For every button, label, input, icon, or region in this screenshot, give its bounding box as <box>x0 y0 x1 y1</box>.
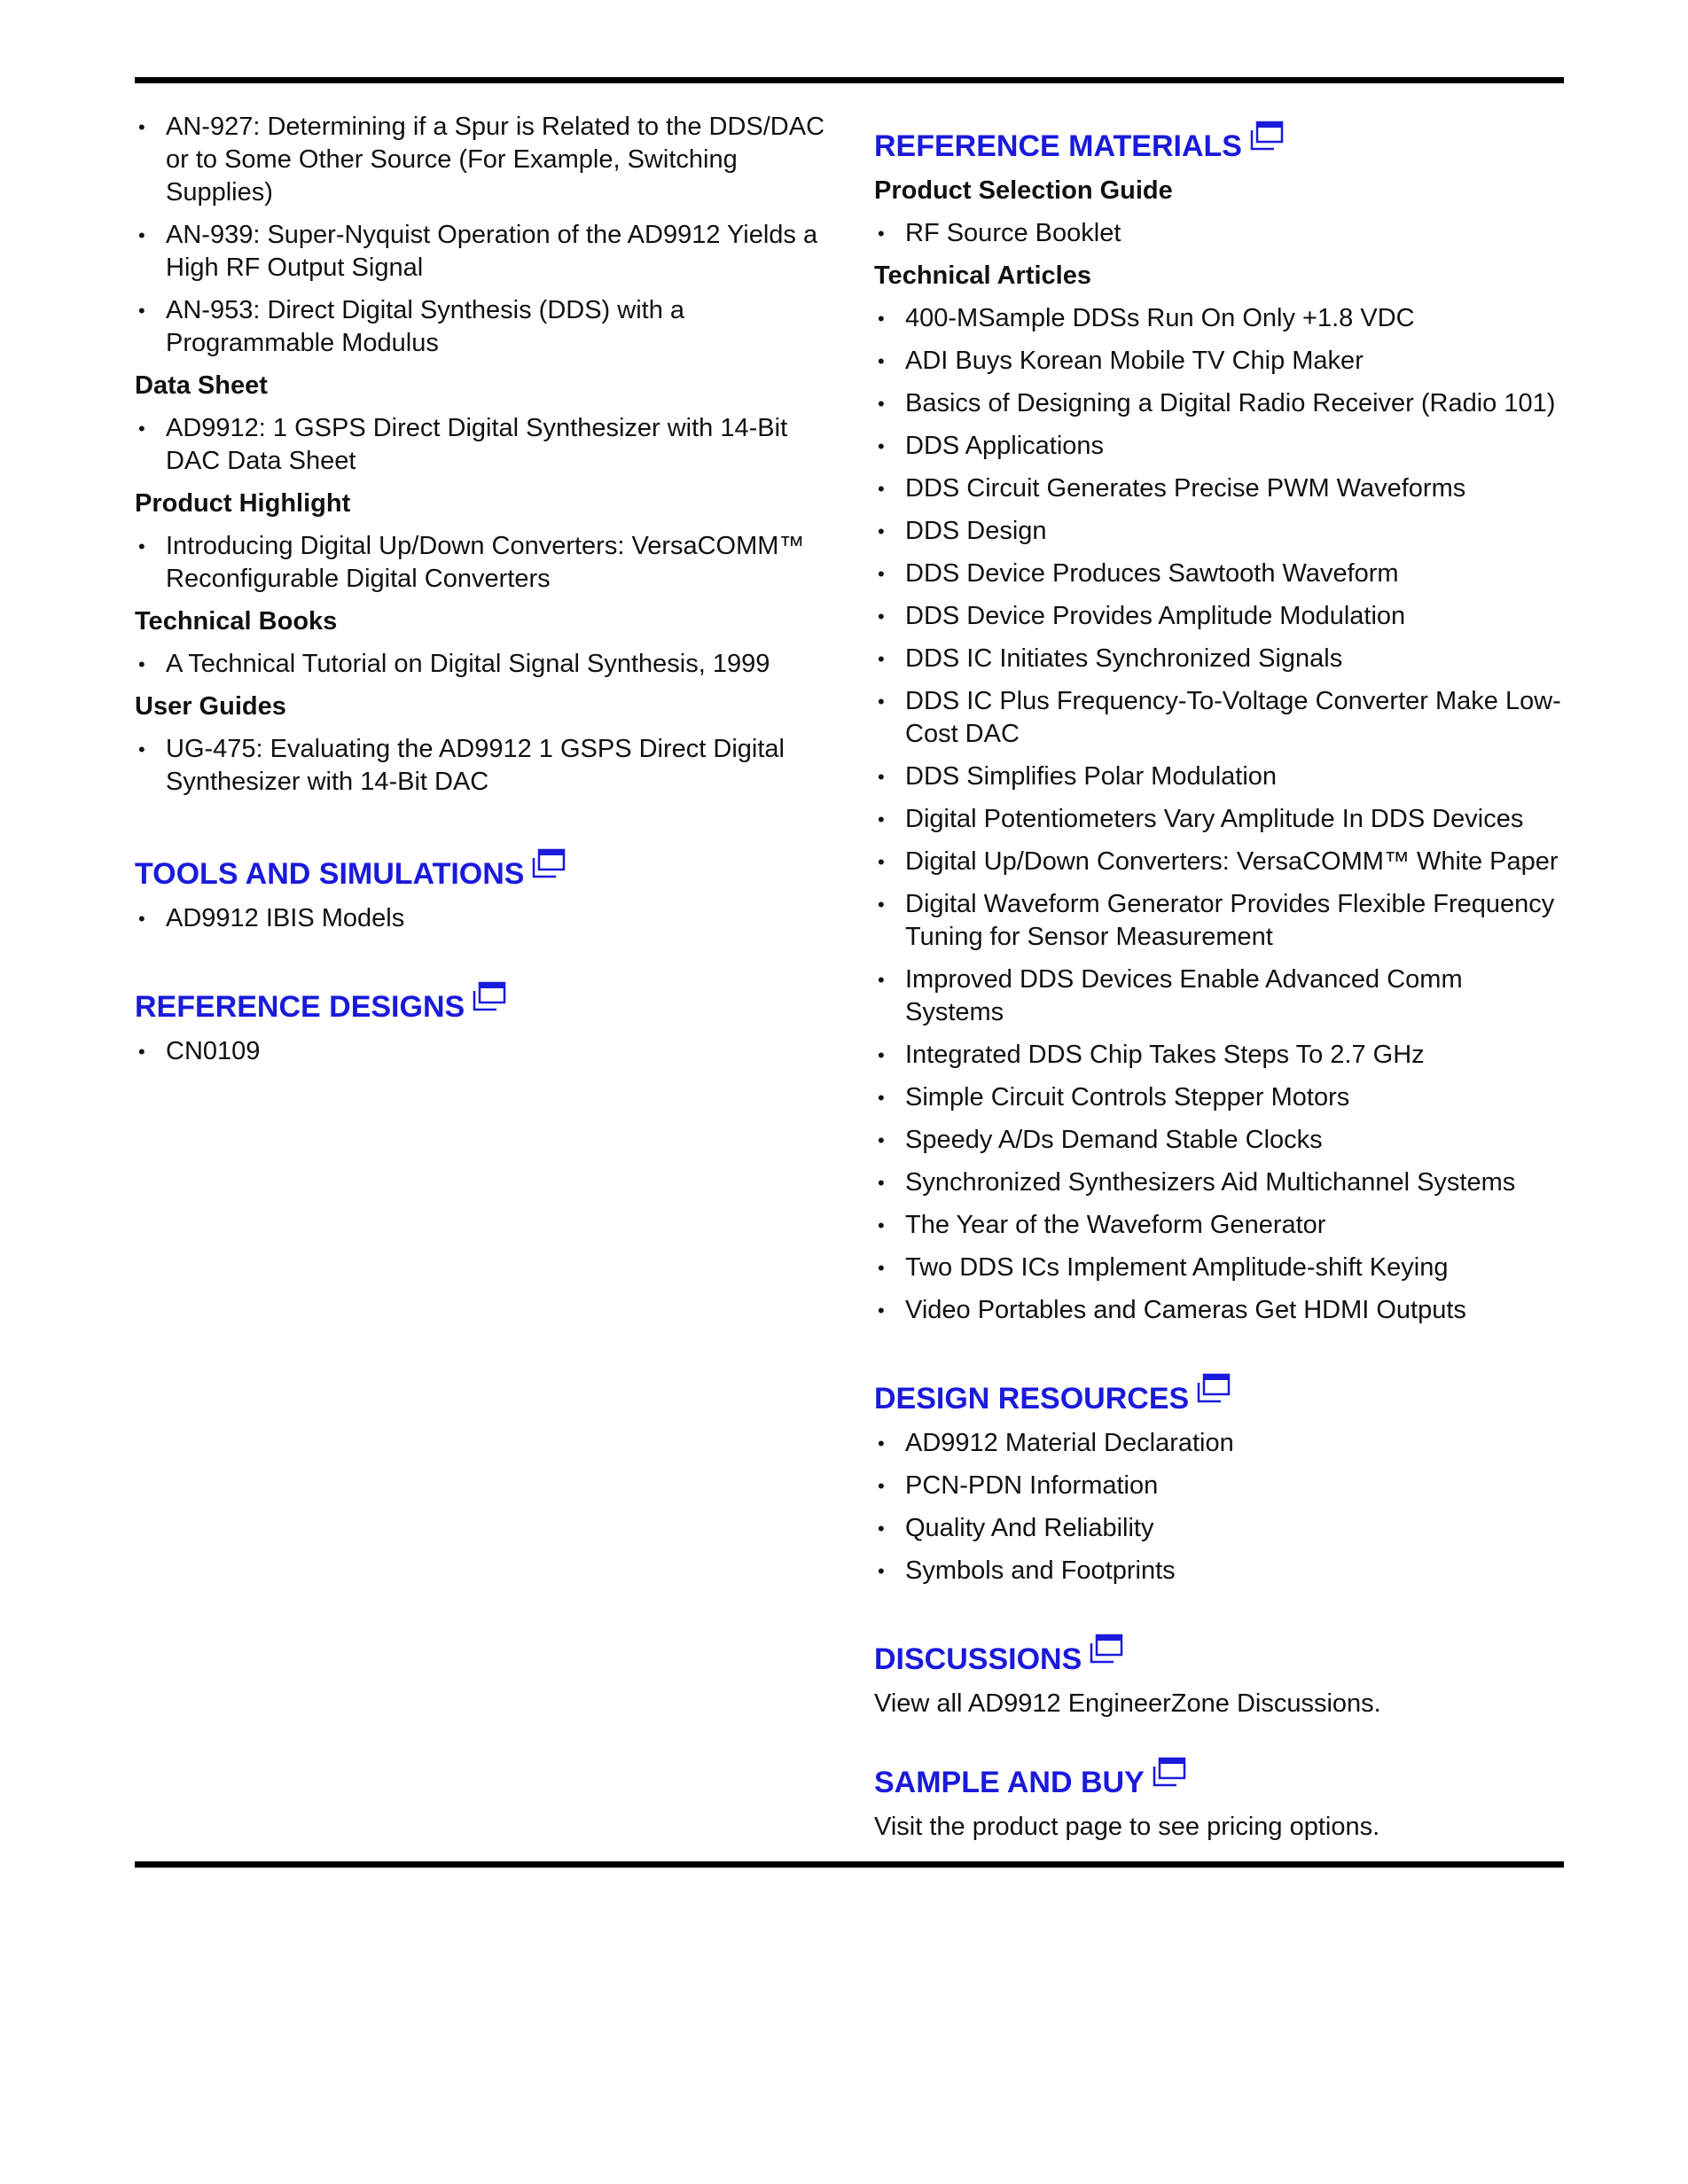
list-item[interactable]: • Introducing Digital Up/Down Converters: VersaCOMM™ Reconfigurable Digital Converters <box>135 530 835 596</box>
list-item[interactable]: • DDS IC Plus Frequency-To-Voltage Converter Make Low-Cost DAC <box>874 685 1566 751</box>
data-sheet-heading: Data Sheet <box>135 371 268 400</box>
list-item[interactable]: • AD9912: 1 GSPS Direct Digital Synthesizer with 14-Bit DAC Data Sheet <box>135 412 835 478</box>
design-resources-heading[interactable] <box>874 1372 1566 1416</box>
user-guides-list <box>135 733 835 799</box>
data-sheet-list <box>135 412 835 478</box>
list-item[interactable]: • Digital Potentiometers Vary Amplitude In DDS Devices <box>874 803 1566 836</box>
left-column <box>135 111 835 1078</box>
product-highlight-heading: Product Highlight <box>135 489 351 518</box>
discussions-text[interactable]: View all AD9912 EngineerZone Discussions. <box>874 1689 1381 1718</box>
list-item[interactable]: • DDS Applications <box>874 430 1566 463</box>
reference-materials-label: REFERENCE MATERIALS <box>874 129 1242 163</box>
list-item[interactable]: • UG-475: Evaluating the AD9912 1 GSPS Direct Digital Synthesizer with 14-Bit DAC <box>135 733 835 799</box>
list-item[interactable]: • AN-939: Super-Nyquist Operation of the AD9912 Yields a High RF Output Signal <box>135 219 835 285</box>
list-item[interactable]: • Digital Waveform Generator Provides Flexible Frequency Tuning for Sensor Measurement <box>874 888 1566 954</box>
bottom-rule <box>135 1861 1564 1868</box>
discussions-heading[interactable] <box>874 1633 1566 1677</box>
list-item[interactable]: • Improved DDS Devices Enable Advanced Comm Systems <box>874 963 1566 1029</box>
list-item[interactable]: • Digital Up/Down Converters: VersaCOMM™ White Paper <box>874 846 1566 878</box>
top-rule <box>135 77 1564 83</box>
reference-designs-heading[interactable] <box>135 980 835 1025</box>
list-item[interactable]: • Quality And Reliability <box>874 1512 1566 1545</box>
tools-and-simulations-heading[interactable] <box>135 847 835 892</box>
reference-designs-list <box>135 1035 835 1068</box>
sample-and-buy-text[interactable]: Visit the product page to see pricing options. <box>874 1813 1380 1841</box>
list-item[interactable]: • RF Source Booklet <box>874 217 1566 250</box>
product-selection-guide-heading: Product Selection Guide <box>874 176 1173 205</box>
list-item[interactable]: • DDS Device Provides Amplitude Modulation <box>874 600 1566 633</box>
technical-articles-heading: Technical Articles <box>874 261 1091 290</box>
list-item[interactable]: • Basics of Designing a Digital Radio Receiver (Radio 101) <box>874 387 1566 420</box>
list-item[interactable]: • DDS Device Produces Sawtooth Waveform <box>874 558 1566 590</box>
external-window-icon[interactable] <box>1249 120 1285 152</box>
tools-and-simulations-label: TOOLS AND SIMULATIONS <box>135 857 525 891</box>
right-column <box>874 111 1566 1844</box>
list-item[interactable]: • AD9912 Material Declaration <box>874 1427 1566 1460</box>
user-guides-heading: User Guides <box>135 692 286 721</box>
list-item[interactable]: • The Year of the Waveform Generator <box>874 1209 1566 1242</box>
list-item[interactable]: • Two DDS ICs Implement Amplitude-shift Keying <box>874 1252 1566 1284</box>
list-item[interactable]: • DDS Simplifies Polar Modulation <box>874 760 1566 793</box>
design-resources-label: DESIGN RESOURCES <box>874 1382 1190 1416</box>
sample-and-buy-heading[interactable] <box>874 1756 1566 1800</box>
list-item[interactable]: • AD9912 IBIS Models <box>135 902 835 935</box>
app-notes-list <box>135 111 835 360</box>
list-item[interactable]: • Integrated DDS Chip Takes Steps To 2.7 GHz <box>874 1039 1566 1072</box>
list-item[interactable]: • PCN-PDN Information <box>874 1470 1566 1502</box>
list-item[interactable]: • DDS Design <box>874 515 1566 548</box>
list-item[interactable]: • DDS Circuit Generates Precise PWM Waveforms <box>874 472 1566 505</box>
tools-list <box>135 902 835 935</box>
design-resources-list <box>874 1427 1566 1587</box>
list-item[interactable]: • ADI Buys Korean Mobile TV Chip Maker <box>874 345 1566 378</box>
technical-articles-list <box>874 302 1566 1327</box>
external-window-icon[interactable] <box>1089 1633 1124 1665</box>
technical-books-heading: Technical Books <box>135 607 338 636</box>
list-item[interactable]: • AN-927: Determining if a Spur is Related to the DDS/DAC or to Some Other Source (For Example, Switching Supplies) <box>135 111 835 209</box>
external-window-icon[interactable] <box>472 980 507 1012</box>
external-window-icon[interactable] <box>1196 1372 1231 1404</box>
list-item[interactable]: • Symbols and Footprints <box>874 1555 1566 1587</box>
reference-materials-heading[interactable] <box>874 120 1566 164</box>
list-item[interactable]: • Simple Circuit Controls Stepper Motors <box>874 1081 1566 1114</box>
sample-and-buy-label: SAMPLE AND BUY <box>874 1766 1145 1799</box>
list-item[interactable]: • Speedy A/Ds Demand Stable Clocks <box>874 1124 1566 1157</box>
list-item[interactable]: • Synchronized Synthesizers Aid Multichannel Systems <box>874 1166 1566 1199</box>
list-item[interactable]: • A Technical Tutorial on Digital Signal Synthesis, 1999 <box>135 648 835 681</box>
list-item[interactable]: • CN0109 <box>135 1035 835 1068</box>
product-selection-guide-list <box>874 217 1566 250</box>
discussions-label: DISCUSSIONS <box>874 1642 1082 1676</box>
external-window-icon[interactable] <box>1152 1756 1187 1788</box>
product-highlight-list <box>135 530 835 596</box>
list-item[interactable]: • Video Portables and Cameras Get HDMI Outputs <box>874 1294 1566 1327</box>
list-item[interactable]: • 400-MSample DDSs Run On Only +1.8 VDC <box>874 302 1566 335</box>
list-item[interactable]: • DDS IC Initiates Synchronized Signals <box>874 643 1566 675</box>
reference-designs-label: REFERENCE DESIGNS <box>135 990 465 1024</box>
external-window-icon[interactable] <box>531 847 567 879</box>
list-item[interactable]: • AN-953: Direct Digital Synthesis (DDS) with a Programmable Modulus <box>135 294 835 360</box>
technical-books-list <box>135 648 835 681</box>
